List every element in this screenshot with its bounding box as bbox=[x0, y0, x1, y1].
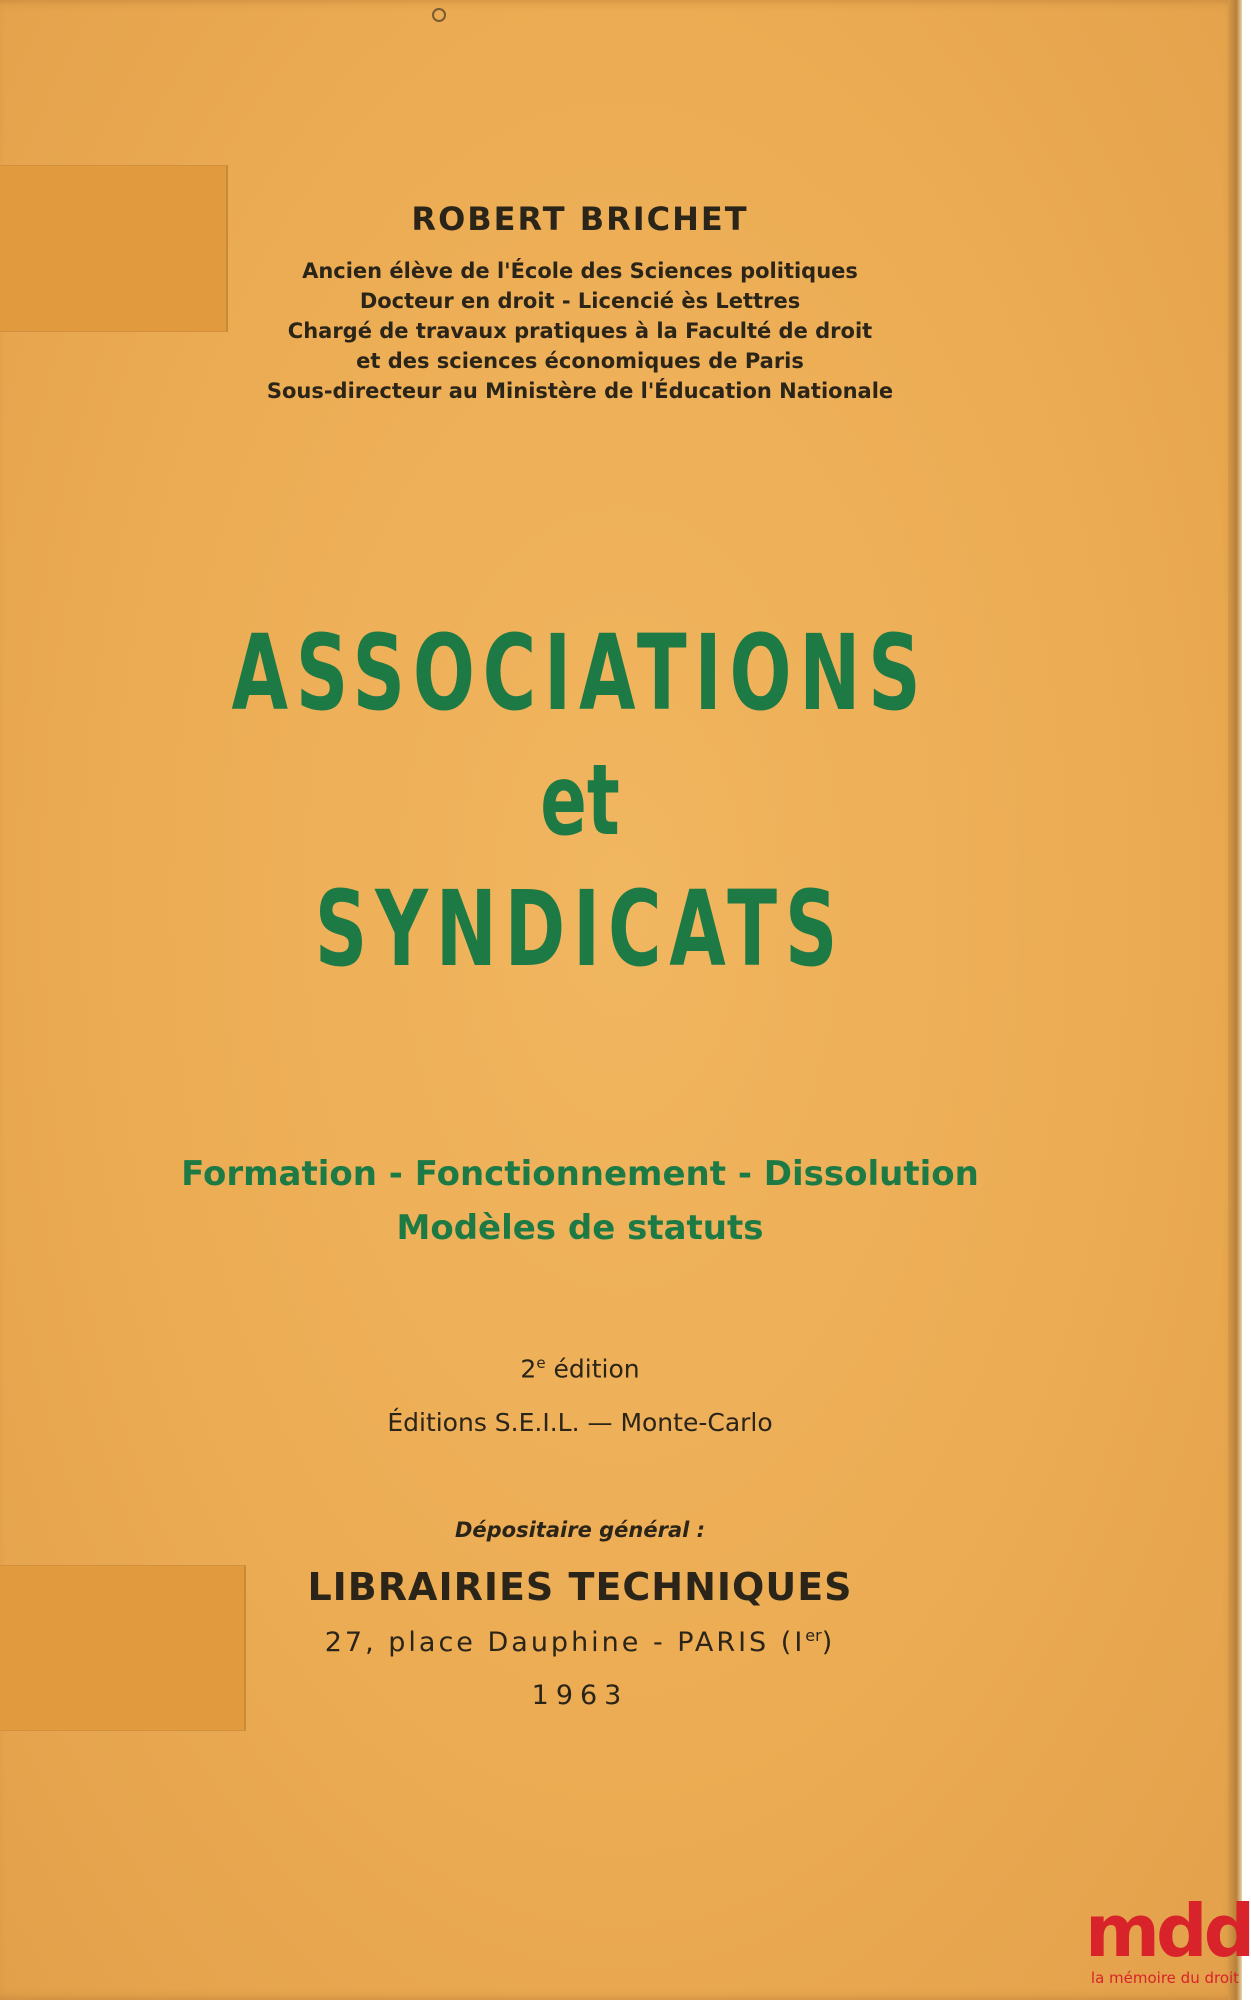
edition-number: 2 bbox=[520, 1354, 537, 1384]
author-credentials bbox=[0, 256, 1160, 406]
publisher-line: Éditions S.E.I.L. — Monte-Carlo bbox=[387, 1408, 773, 1437]
watermark bbox=[1085, 1889, 1251, 1995]
edition-suffix: e bbox=[536, 1354, 546, 1372]
distributor-address bbox=[0, 1626, 1160, 1658]
credential-line: Chargé de travaux pratiques à la Faculté de droit bbox=[287, 319, 873, 343]
cover-edge bbox=[1228, 0, 1242, 2000]
book-title-line-3: SYNDICATS bbox=[314, 868, 846, 990]
edition-label: édition bbox=[553, 1354, 640, 1384]
edition-line bbox=[0, 1354, 1160, 1383]
address-end: ) bbox=[821, 1627, 836, 1658]
author-name: ROBERT BRICHET bbox=[411, 200, 749, 238]
watermark-caption: la mémoire du droit bbox=[1090, 1969, 1240, 1987]
depositary-label: Dépositaire général : bbox=[454, 1518, 706, 1542]
book-title-line-1: ASSOCIATIONS bbox=[231, 612, 929, 734]
credential-line: Sous-directeur au Ministère de l'Éducation Nationale bbox=[266, 379, 894, 403]
credential-line: Docteur en droit - Licencié ès Lettres bbox=[359, 289, 801, 313]
publication-year: 1963 bbox=[531, 1680, 629, 1711]
address-superscript: er bbox=[805, 1626, 822, 1645]
credential-line: Ancien élève de l'École des Sciences politiques bbox=[302, 259, 858, 283]
subtitle-line-2: Modèles de statuts bbox=[396, 1208, 764, 1248]
distributor-name: LIBRAIRIES TECHNIQUES bbox=[307, 1565, 853, 1609]
address-main: 27, place Dauphine - PARIS (I bbox=[324, 1627, 806, 1658]
credential-line: et des sciences économiques de Paris bbox=[356, 349, 804, 373]
punch-hole bbox=[432, 8, 446, 22]
book-title-line-2: et bbox=[540, 744, 620, 858]
watermark-logo: mdd bbox=[1085, 1889, 1251, 1973]
subtitle-line-1: Formation - Fonctionnement - Dissolution bbox=[181, 1154, 979, 1194]
